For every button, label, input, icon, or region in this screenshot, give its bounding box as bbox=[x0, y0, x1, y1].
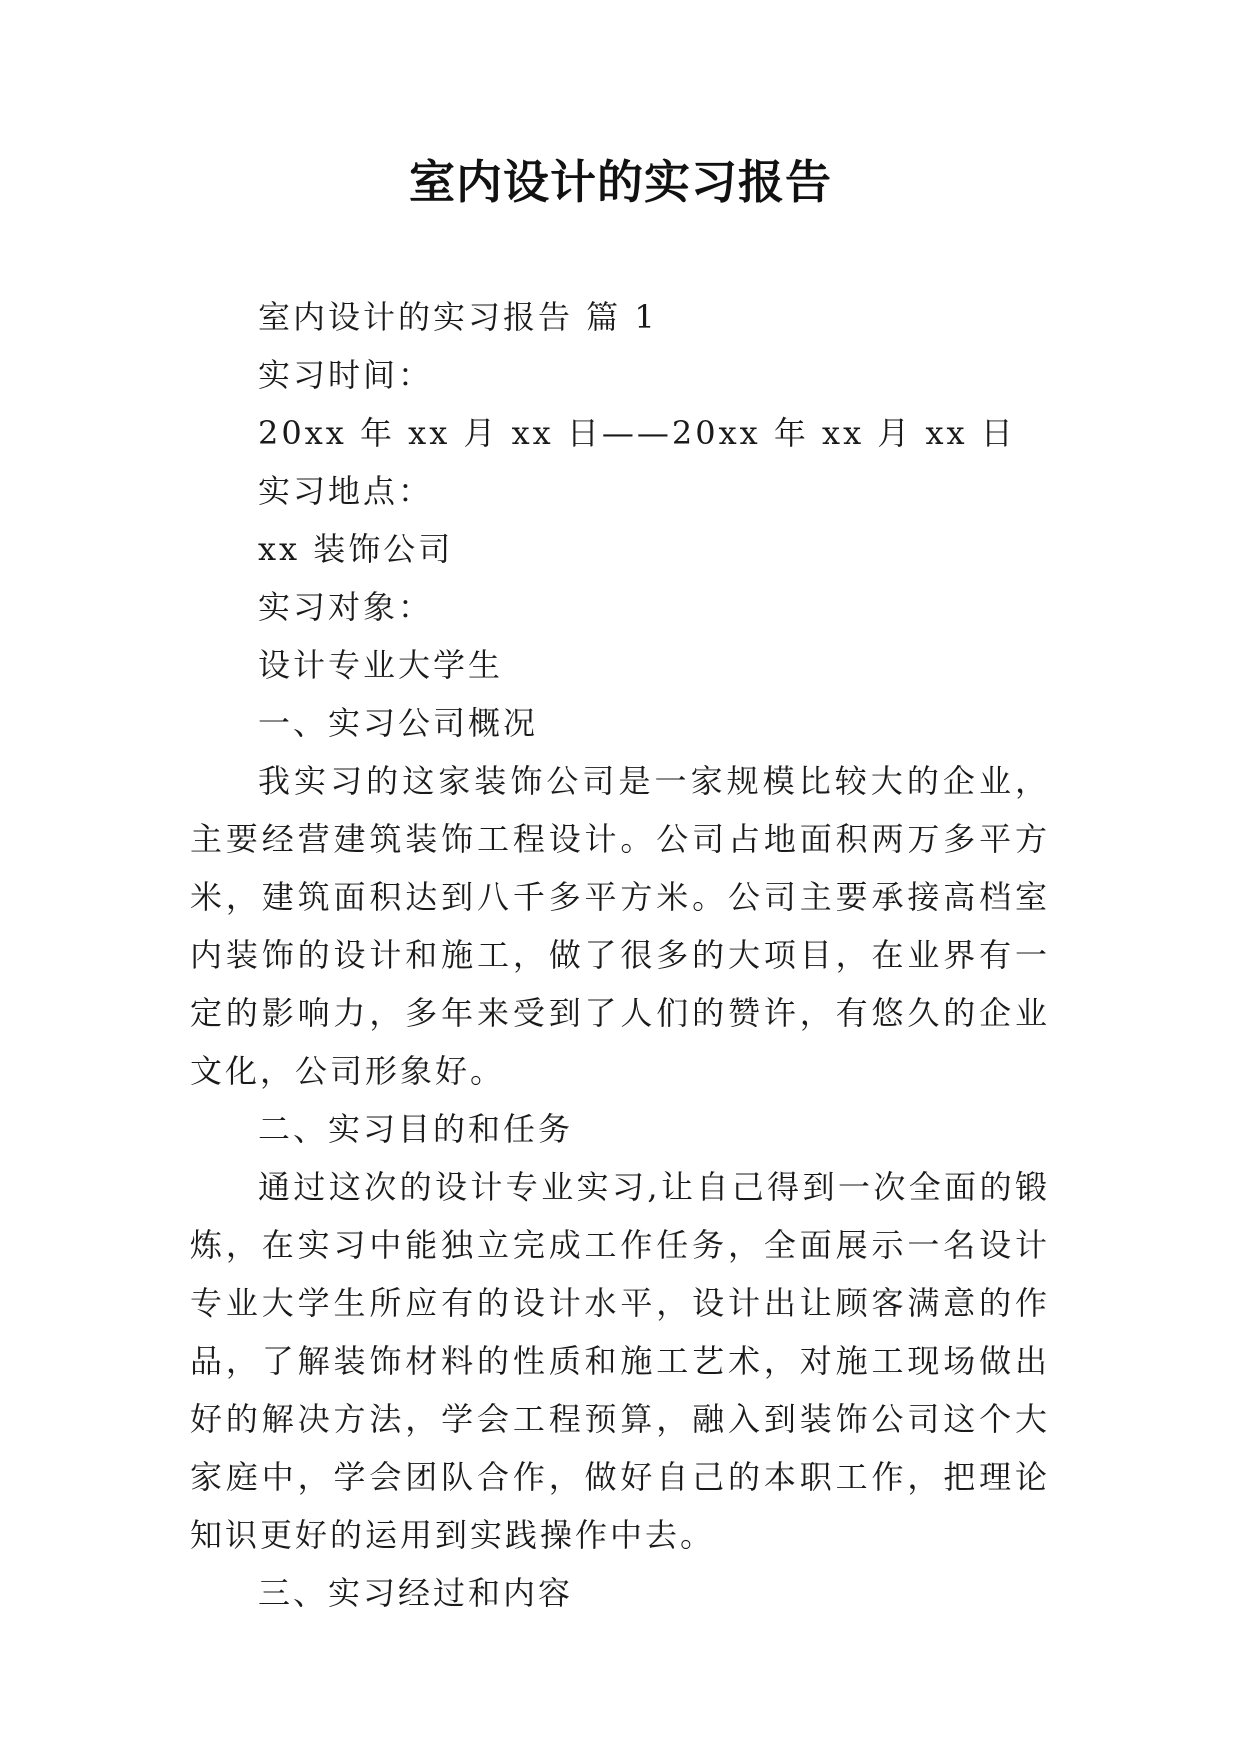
document-body bbox=[190, 288, 1050, 1622]
paragraph-company-overview: 我实习的这家装饰公司是一家规模比较大的企业，主要经营建筑装饰工程设计。公司占地面积两万多平方米，建筑面积达到八千多平方米。公司主要承接高档室内装饰的设计和施工，做了很多的大项目，在业界有一定的影响力，多年来受到了人们的赞许，有悠久的企业文化，公司形象好。 bbox=[190, 762, 1050, 1090]
document-title: 室内设计的实习报告 bbox=[409, 155, 832, 209]
section-heading-process-content: 三、实习经过和内容 bbox=[258, 1574, 574, 1612]
section-heading-company-overview: 一、实习公司概况 bbox=[258, 704, 539, 742]
section-heading-purpose-tasks: 二、实习目的和任务 bbox=[258, 1110, 574, 1148]
internship-target-label: 实习对象： bbox=[258, 588, 434, 626]
section-heading-part1: 室内设计的实习报告 篇 1 bbox=[258, 298, 658, 336]
internship-place-label: 实习地点： bbox=[258, 472, 434, 510]
internship-time-label: 实习时间： bbox=[258, 356, 434, 394]
internship-time-value: 20xx 年 xx 月 xx 日——20xx 年 xx 月 xx 日 bbox=[258, 414, 1016, 452]
internship-place-value: xx 装饰公司 bbox=[258, 530, 454, 568]
paragraph-purpose-tasks: 通过这次的设计专业实习,让自己得到一次全面的锻炼，在实习中能独立完成工作任务，全面展示一名设计专业大学生所应有的设计水平，设计出让顾客满意的作品，了解装饰材料的性质和施工艺术，对施工现场做出好的解决方法，学会工程预算，融入到装饰公司这个大家庭中，学会团队合作，做好自己的本职工作，把理论知识更好的运用到实践操作中去。 bbox=[190, 1168, 1050, 1554]
internship-target-value: 设计专业大学生 bbox=[258, 646, 504, 684]
